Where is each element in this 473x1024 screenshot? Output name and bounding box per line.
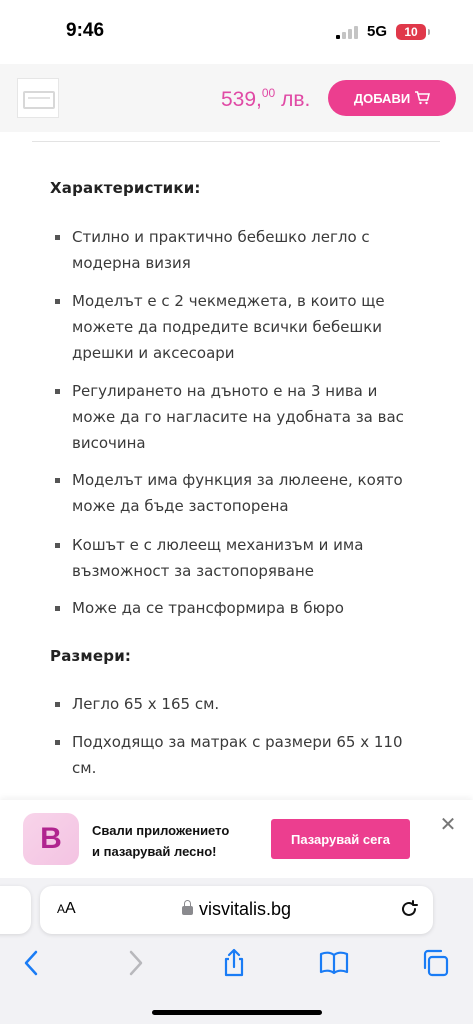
cellular-signal-icon [336, 26, 360, 39]
dimensions-heading: Размери: [50, 647, 132, 665]
add-to-cart-label: ДОБАВИ [353, 90, 411, 106]
bookmarks-icon[interactable] [319, 948, 349, 978]
list-item: Легло 65 х 165 см. [72, 691, 424, 717]
home-indicator [152, 1010, 322, 1015]
battery-icon: 10 [396, 24, 426, 40]
reader-settings-button[interactable]: AA [57, 900, 76, 917]
list-item: Кошът е с люлеещ механизъм и има възможност за застопоряване [72, 532, 424, 584]
list-item: Може да се трансформира в бюро [72, 595, 424, 621]
banner-text-line2: и пазарувай лесно! [92, 844, 217, 859]
price-currency: лв. [281, 88, 311, 111]
browser-toolbar [0, 948, 473, 984]
product-thumbnail[interactable] [17, 78, 59, 118]
url-display[interactable] [40, 899, 433, 920]
price-cents: 00 [261, 86, 276, 100]
crib-image [23, 91, 55, 109]
app-download-banner [0, 800, 473, 878]
previous-tab-preview[interactable] [0, 886, 31, 934]
list-item: Подходящо за матрак с размери 65 х 110 см. [72, 729, 424, 781]
status-time: 9:46 [66, 20, 105, 41]
share-icon[interactable] [219, 948, 249, 978]
address-bar[interactable] [40, 886, 433, 934]
banner-text-line1: Свали приложението [92, 823, 230, 838]
status-bar [0, 0, 473, 64]
tabs-icon[interactable] [420, 948, 450, 978]
list-item: Моделът е с 2 чекмеджета, в които ще можете да подредите всички бебешки дрешки и аксесоари [72, 288, 424, 366]
forward-icon[interactable] [120, 948, 150, 978]
close-icon[interactable]: ✕ [439, 812, 457, 836]
cart-icon [414, 91, 430, 105]
network-type: 5G [367, 23, 388, 40]
url-text: visvitalis.bg [198, 899, 292, 919]
list-item: Регулирането на дъното е на 3 нива и може да го нагласите на удобната за вас височина [72, 378, 424, 456]
reload-icon[interactable] [398, 898, 420, 920]
back-icon[interactable] [17, 948, 47, 978]
app-logo-icon: B [23, 813, 79, 865]
list-item: Моделът има функция за люлеене, която може да бъде застопорена [72, 467, 424, 519]
characteristics-heading: Характеристики: [50, 179, 201, 197]
sticky-product-bar [0, 64, 473, 132]
list-item: Стилно и практично бебешко легло с модерна визия [72, 224, 424, 276]
lock-icon [182, 906, 193, 915]
section-divider [32, 141, 440, 142]
browser-chrome [0, 878, 473, 1024]
add-to-cart-button[interactable] [328, 80, 456, 116]
price-main: 539, [221, 88, 262, 111]
banner-text [92, 820, 262, 862]
product-price [221, 86, 310, 112]
shop-now-button[interactable]: Пазарувай сега [271, 819, 410, 859]
